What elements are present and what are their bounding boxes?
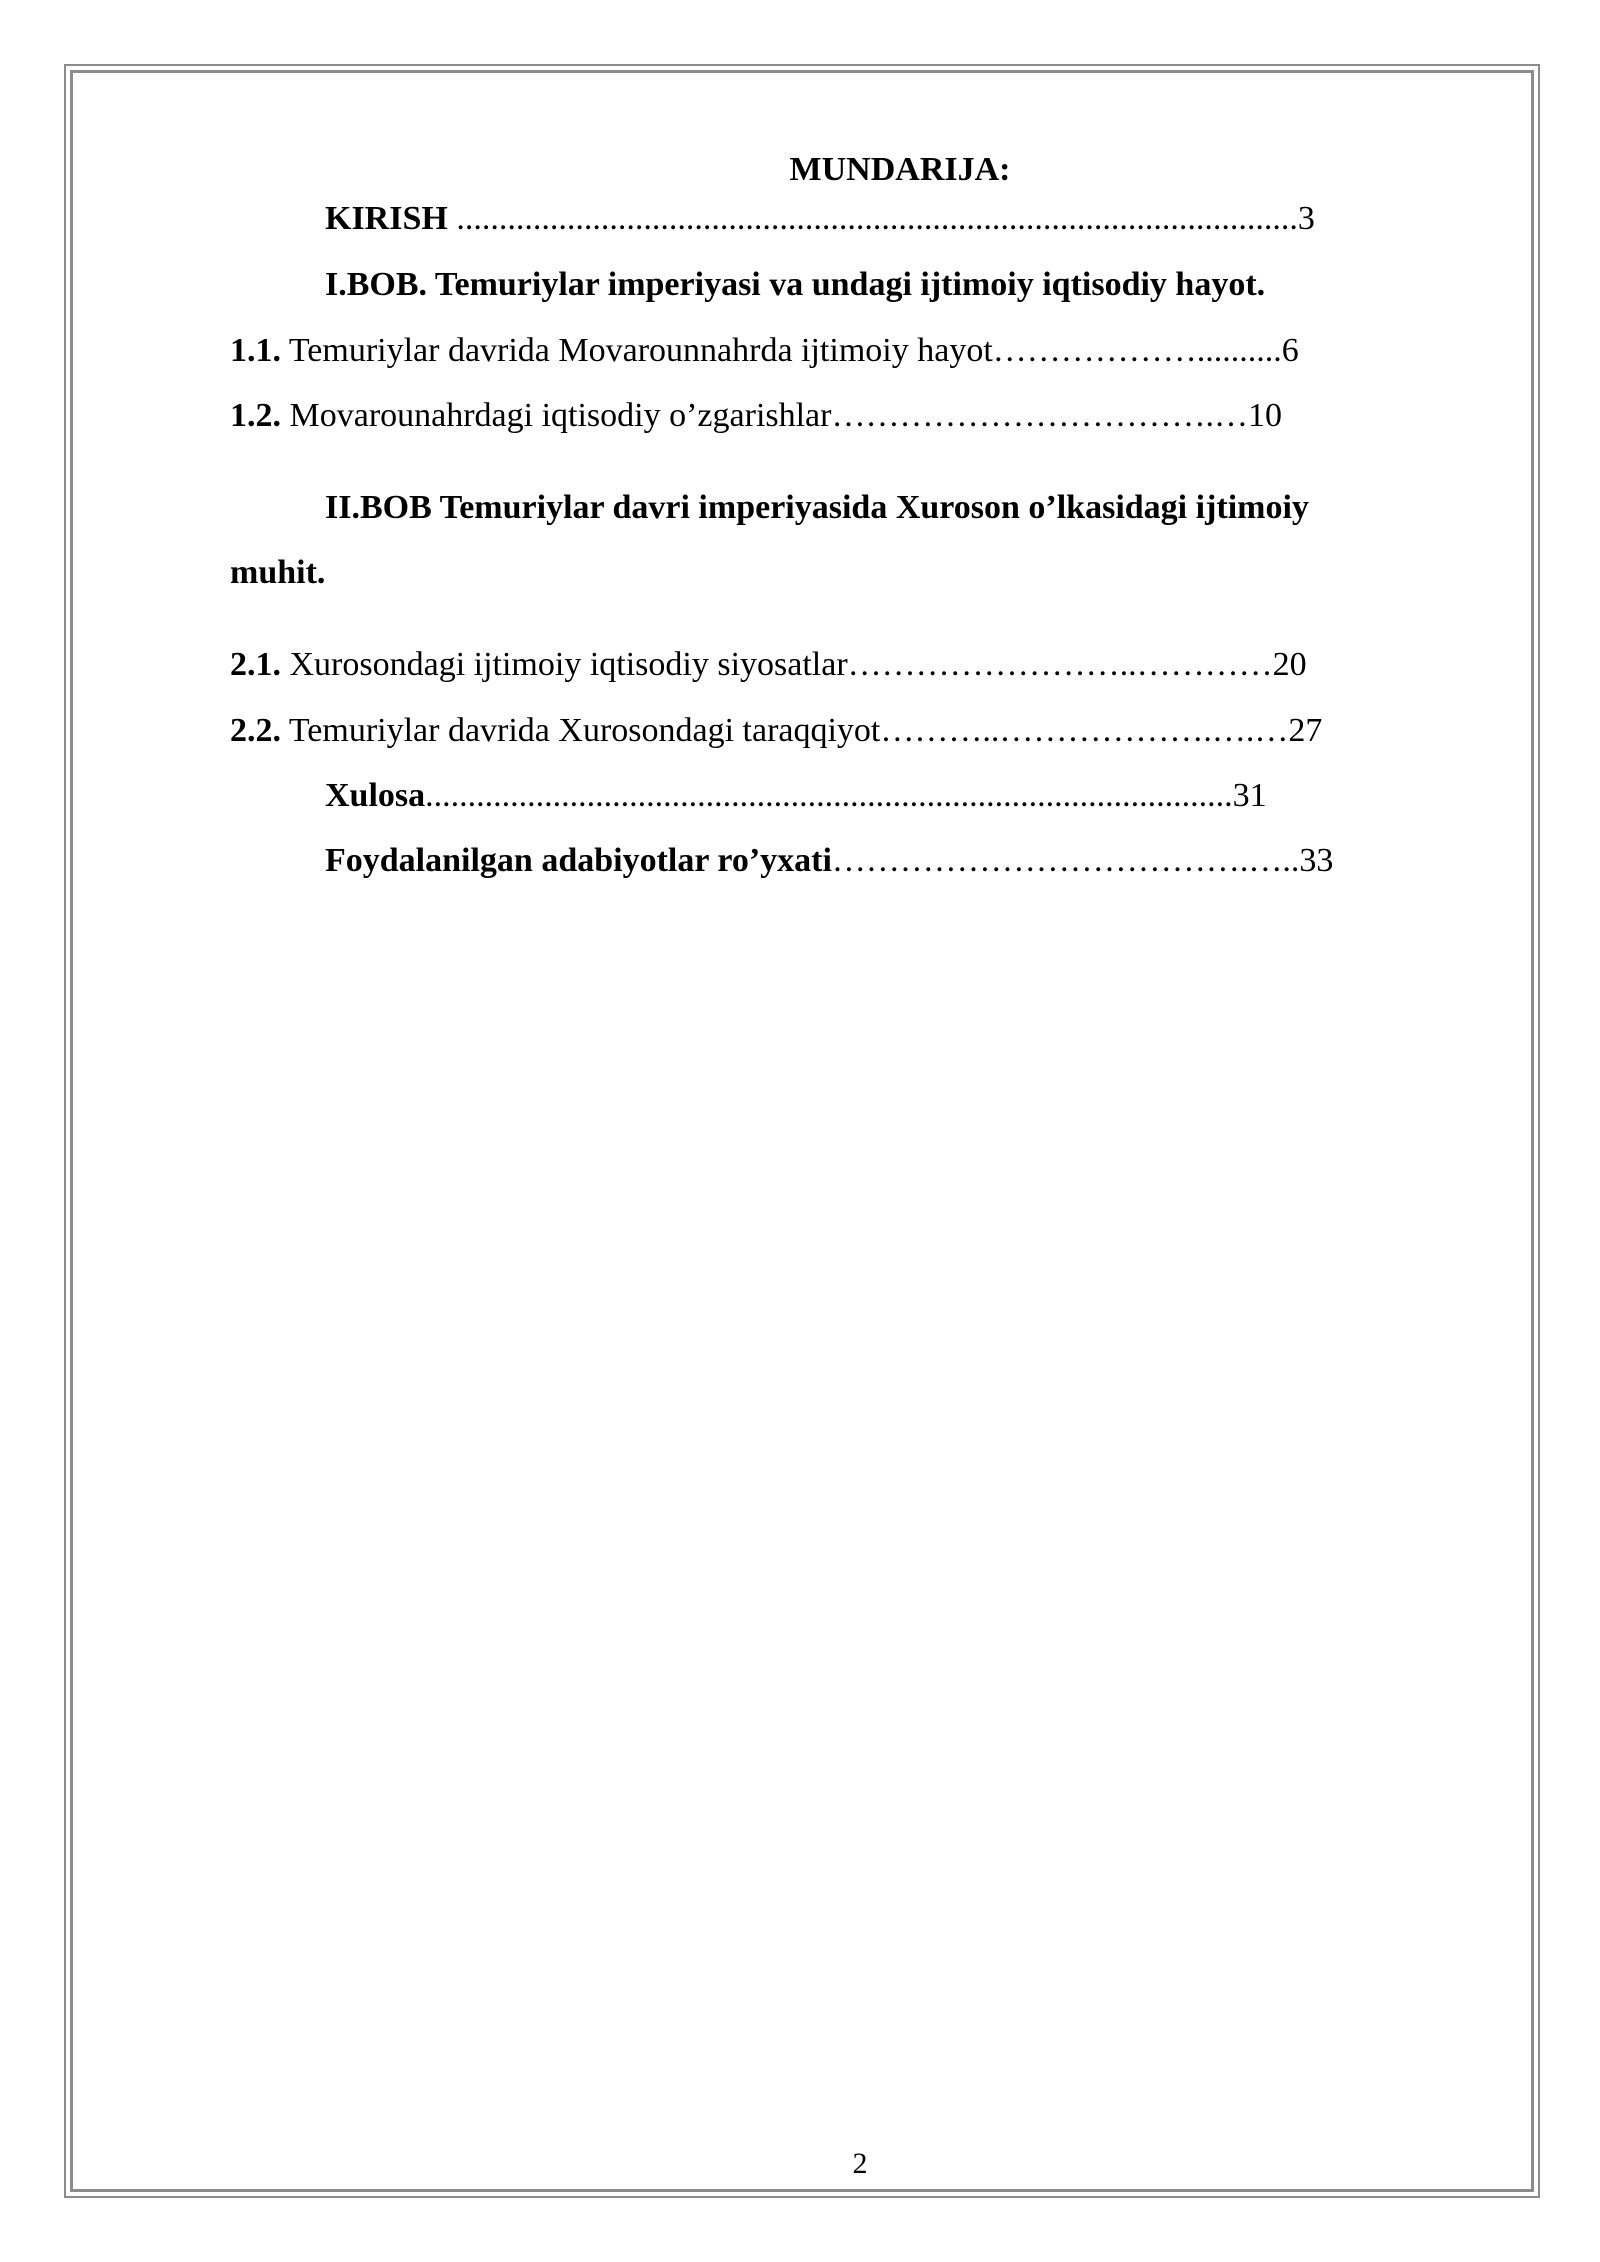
toc-1-2-page: 10 <box>1247 397 1282 434</box>
toc-references-leader: ……………………………….….. <box>831 842 1300 879</box>
toc-entry-references <box>325 841 1333 881</box>
toc-intro-page: 3 <box>1297 200 1315 237</box>
toc-2-2-leader: ………..……………….….… <box>880 712 1289 749</box>
toc-1-2-leader: …………………………….… <box>831 397 1248 434</box>
toc-references-label: Foydalanilgan adabiyotlar ro’yxati <box>325 842 832 879</box>
toc-1-1-page: 6 <box>1281 332 1299 369</box>
toc-2-1-page: 20 <box>1272 646 1307 683</box>
toc-entry-1-1 <box>230 331 1299 371</box>
toc-2-2-page: 27 <box>1288 712 1323 749</box>
toc-chapter1-heading: I.BOB. Temuriylar imperiyasi va undagi ijtimoiy iqtisodiy hayot. <box>325 266 1266 303</box>
toc-entry-2-1 <box>230 645 1307 685</box>
toc-entry-conclusion <box>325 776 1267 816</box>
toc-entry-1-2 <box>230 396 1282 436</box>
toc-2-1-text: Xurosondagi ijtimoiy iqtisodiy siyosatlar <box>281 646 848 683</box>
toc-2-2-text: Temuriylar davrida Xurosondagi taraqqiyot <box>281 712 881 749</box>
toc-conclusion-leader: ............................................................................................... <box>425 777 1233 814</box>
toc-chapter2-heading-line2: muhit. <box>230 554 326 591</box>
toc-references-page: 33 <box>1299 842 1334 879</box>
toc-chapter2-heading-line1: II.BOB Temuriylar davri imperiyasida Xuroson o’lkasidagi ijtimoiy <box>325 489 1309 526</box>
toc-1-2-text: Movarounahrdagi iqtisodiy o’zgarishlar <box>281 397 832 434</box>
toc-1-1-number: 1.1. <box>230 332 281 369</box>
toc-1-1-leader: ……………….......... <box>992 332 1282 369</box>
toc-intro-label: KIRISH <box>325 200 448 237</box>
toc-1-1-text: Temuriylar davrida Movarounnahrda ijtimoiy hayot <box>281 332 993 369</box>
toc-entry-2-2 <box>230 711 1322 751</box>
toc-2-1-leader: ……………………..………… <box>847 646 1273 683</box>
toc-conclusion-page: 31 <box>1232 777 1267 814</box>
toc-1-2-number: 1.2. <box>230 397 281 434</box>
toc-2-2-number: 2.2. <box>230 712 281 749</box>
page-title: MUNDARIJA: <box>789 151 1011 188</box>
toc-entry-intro <box>325 199 1315 239</box>
toc-2-1-number: 2.1. <box>230 646 281 683</box>
toc-conclusion-label: Xulosa <box>325 777 426 814</box>
page-number: 2 <box>852 2147 868 2180</box>
toc-intro-leader: ................................................................................................... <box>447 200 1298 237</box>
